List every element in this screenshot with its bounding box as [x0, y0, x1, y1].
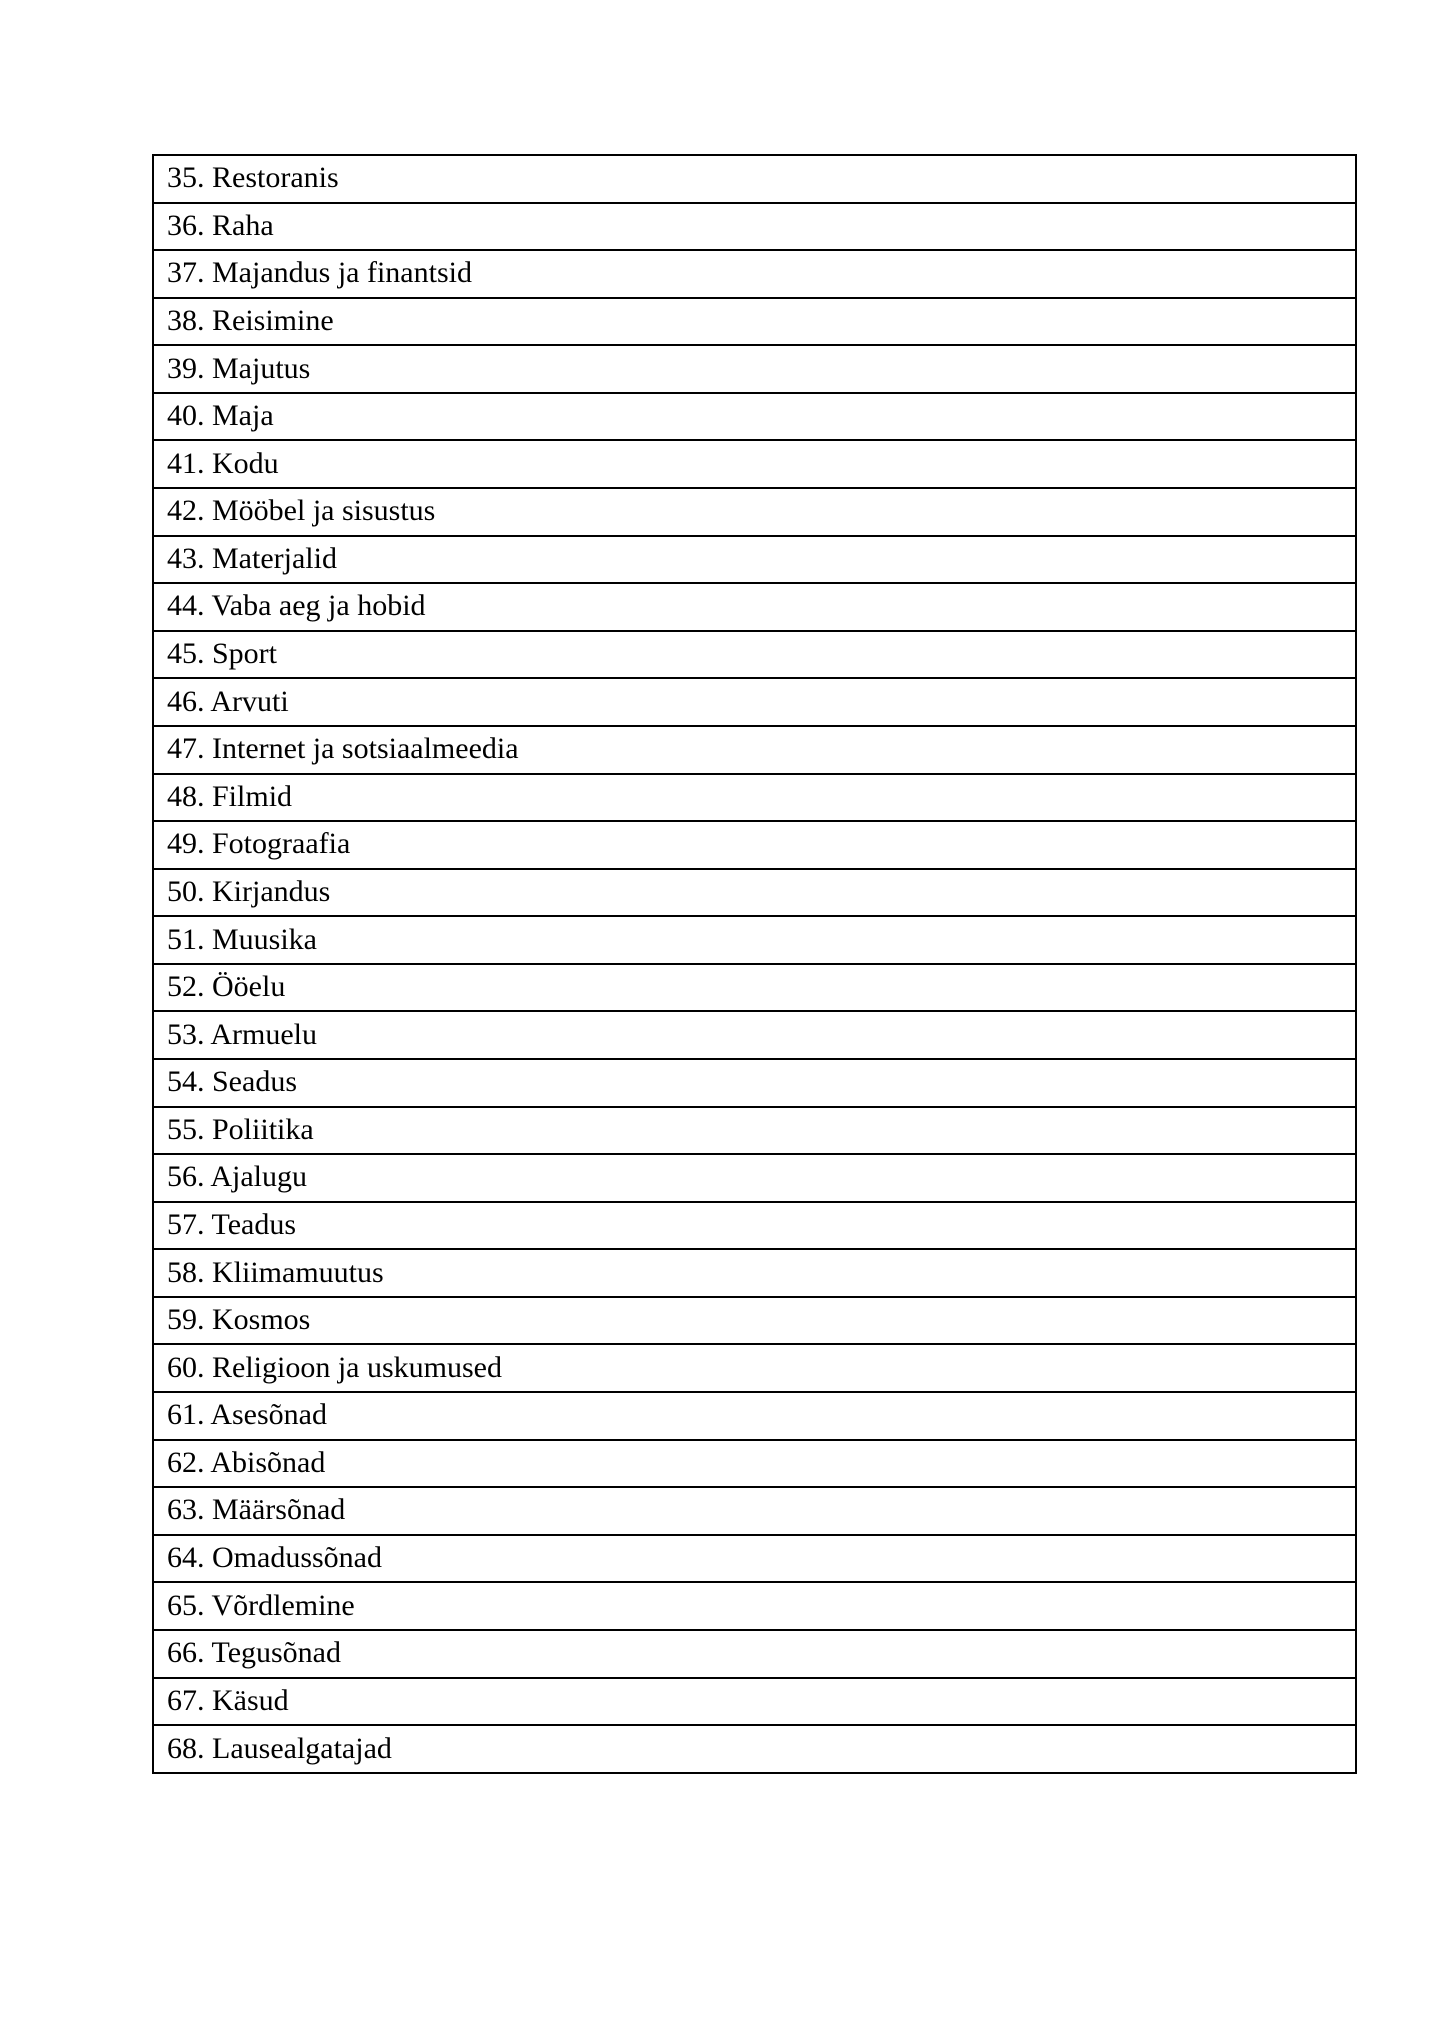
toc-row	[153, 1630, 1356, 1678]
toc-entry: 57. Teadus	[153, 1202, 1356, 1250]
toc-row	[153, 1059, 1356, 1107]
toc-row	[153, 821, 1356, 869]
toc-entry: 40. Maja	[153, 393, 1356, 441]
toc-row	[153, 536, 1356, 584]
toc-row	[153, 1392, 1356, 1440]
toc-entry: 36. Raha	[153, 203, 1356, 251]
toc-entry: 45. Sport	[153, 631, 1356, 679]
toc-row	[153, 155, 1356, 203]
toc-entry: 42. Mööbel ja sisustus	[153, 488, 1356, 536]
toc-entry: 43. Materjalid	[153, 536, 1356, 584]
toc-row	[153, 345, 1356, 393]
toc-entry: 53. Armuelu	[153, 1011, 1356, 1059]
toc-entry: 66. Tegusõnad	[153, 1630, 1356, 1678]
toc-entry: 51. Muusika	[153, 916, 1356, 964]
toc-row	[153, 631, 1356, 679]
toc-row	[153, 1154, 1356, 1202]
toc-row	[153, 203, 1356, 251]
toc-row	[153, 1440, 1356, 1488]
toc-row	[153, 964, 1356, 1012]
toc-entry: 68. Lausealgatajad	[153, 1725, 1356, 1773]
toc-table	[152, 154, 1357, 1774]
toc-entry: 60. Religioon ja uskumused	[153, 1344, 1356, 1392]
toc-entry: 56. Ajalugu	[153, 1154, 1356, 1202]
toc-row	[153, 1107, 1356, 1155]
toc-row	[153, 1011, 1356, 1059]
toc-row	[153, 583, 1356, 631]
toc-entry: 49. Fotograafia	[153, 821, 1356, 869]
toc-body	[153, 155, 1356, 1773]
toc-row	[153, 916, 1356, 964]
toc-row	[153, 1344, 1356, 1392]
toc-row	[153, 1202, 1356, 1250]
toc-entry: 47. Internet ja sotsiaalmeedia	[153, 726, 1356, 774]
toc-row	[153, 1487, 1356, 1535]
toc-entry: 50. Kirjandus	[153, 869, 1356, 917]
toc-entry: 46. Arvuti	[153, 678, 1356, 726]
toc-entry: 65. Võrdlemine	[153, 1582, 1356, 1630]
toc-entry: 52. Ööelu	[153, 964, 1356, 1012]
toc-entry: 63. Määrsõnad	[153, 1487, 1356, 1535]
toc-entry: 37. Majandus ja finantsid	[153, 250, 1356, 298]
toc-row	[153, 774, 1356, 822]
toc-entry: 55. Poliitika	[153, 1107, 1356, 1155]
toc-row	[153, 250, 1356, 298]
toc-row	[153, 1297, 1356, 1345]
toc-row	[153, 393, 1356, 441]
toc-entry: 59. Kosmos	[153, 1297, 1356, 1345]
toc-entry: 58. Kliimamuutus	[153, 1249, 1356, 1297]
toc-entry: 38. Reisimine	[153, 298, 1356, 346]
toc-row	[153, 678, 1356, 726]
toc-row	[153, 440, 1356, 488]
toc-row	[153, 726, 1356, 774]
toc-row	[153, 1678, 1356, 1726]
toc-entry: 67. Käsud	[153, 1678, 1356, 1726]
toc-row	[153, 1582, 1356, 1630]
toc-row	[153, 869, 1356, 917]
toc-entry: 61. Asesõnad	[153, 1392, 1356, 1440]
toc-row	[153, 1725, 1356, 1773]
toc-entry: 48. Filmid	[153, 774, 1356, 822]
toc-row	[153, 488, 1356, 536]
toc-entry: 41. Kodu	[153, 440, 1356, 488]
toc-entry: 44. Vaba aeg ja hobid	[153, 583, 1356, 631]
toc-entry: 54. Seadus	[153, 1059, 1356, 1107]
toc-entry: 39. Majutus	[153, 345, 1356, 393]
toc-row	[153, 1535, 1356, 1583]
toc-entry: 64. Omadussõnad	[153, 1535, 1356, 1583]
toc-row	[153, 298, 1356, 346]
toc-entry: 62. Abisõnad	[153, 1440, 1356, 1488]
toc-row	[153, 1249, 1356, 1297]
toc-entry: 35. Restoranis	[153, 155, 1356, 203]
